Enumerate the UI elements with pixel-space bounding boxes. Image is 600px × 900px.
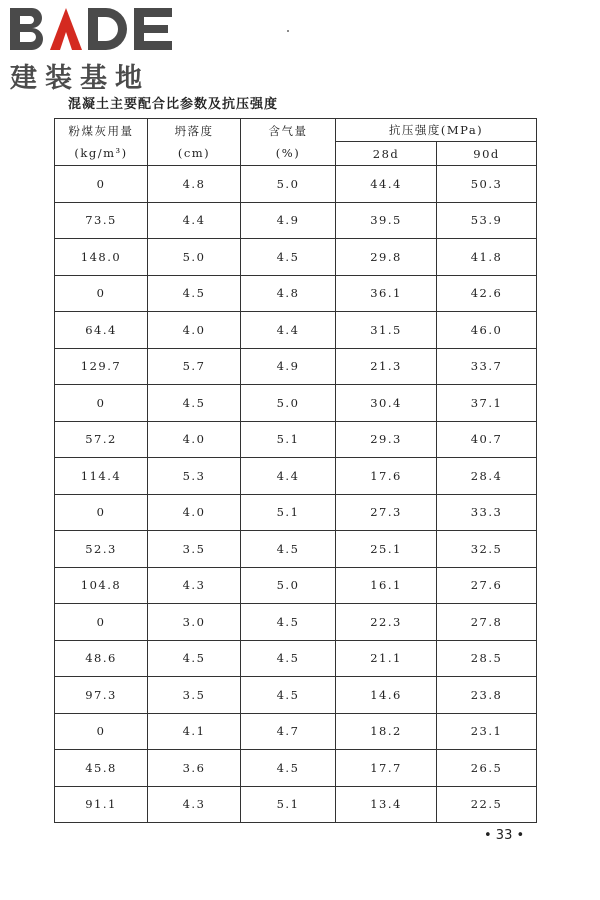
header-air-label: 含气量 [268, 124, 308, 138]
strength-90d-cell: 40.7 [437, 421, 537, 458]
strength-90d-cell: 50.3 [437, 166, 537, 203]
slump-cell: 4.1 [148, 713, 241, 750]
slump-cell: 4.4 [148, 202, 241, 239]
strength-28d-cell: 29.3 [336, 421, 437, 458]
slump-cell: 4.3 [148, 567, 241, 604]
strength-90d-cell: 23.1 [437, 713, 537, 750]
air-content-cell: 4.5 [241, 604, 336, 641]
air-content-cell: 5.0 [241, 166, 336, 203]
strength-28d-cell: 21.3 [336, 348, 437, 385]
table-row [55, 239, 537, 276]
mix-ratio-table [54, 118, 537, 823]
header-flyash-label: 粉煤灰用量 [68, 124, 134, 138]
table-row [55, 348, 537, 385]
page-number: • 33 • [484, 828, 525, 843]
table-row [55, 458, 537, 495]
air-content-cell: 4.4 [241, 312, 336, 349]
strength-28d-cell: 17.7 [336, 750, 437, 787]
strength-28d-cell: 13.4 [336, 786, 437, 823]
flyash-cell: 0 [55, 494, 148, 531]
air-content-cell: 4.5 [241, 677, 336, 714]
header-slump-unit: (cm) [177, 146, 211, 160]
air-content-cell: 4.7 [241, 713, 336, 750]
strength-90d-cell: 33.7 [437, 348, 537, 385]
flyash-cell: 0 [55, 166, 148, 203]
air-content-cell: 4.5 [241, 750, 336, 787]
strength-28d-cell: 44.4 [336, 166, 437, 203]
strength-28d-cell: 36.1 [336, 275, 437, 312]
table-row [55, 567, 537, 604]
strength-28d-cell: 27.3 [336, 494, 437, 531]
flyash-cell: 0 [55, 713, 148, 750]
slump-cell: 5.0 [148, 239, 241, 276]
table-row [55, 312, 537, 349]
header-slump [148, 119, 241, 166]
table-row [55, 604, 537, 641]
air-content-cell: 5.1 [241, 786, 336, 823]
strength-28d-cell: 31.5 [336, 312, 437, 349]
flyash-cell: 129.7 [55, 348, 148, 385]
slump-cell: 3.6 [148, 750, 241, 787]
strength-90d-cell: 22.5 [437, 786, 537, 823]
bade-logo-graphic [8, 4, 178, 52]
strength-28d-cell: 39.5 [336, 202, 437, 239]
strength-28d-cell: 18.2 [336, 713, 437, 750]
air-content-cell: 4.4 [241, 458, 336, 495]
strength-90d-cell: 42.6 [437, 275, 537, 312]
air-content-cell: 4.5 [241, 531, 336, 568]
strength-90d-cell: 27.8 [437, 604, 537, 641]
slump-cell: 4.0 [148, 494, 241, 531]
slump-cell: 4.0 [148, 312, 241, 349]
flyash-cell: 0 [55, 385, 148, 422]
strength-28d-cell: 25.1 [336, 531, 437, 568]
table-row [55, 750, 537, 787]
strength-90d-cell: 41.8 [437, 239, 537, 276]
strength-90d-cell: 46.0 [437, 312, 537, 349]
speck [287, 30, 289, 32]
flyash-cell: 73.5 [55, 202, 148, 239]
flyash-cell: 64.4 [55, 312, 148, 349]
flyash-cell: 45.8 [55, 750, 148, 787]
slump-cell: 5.7 [148, 348, 241, 385]
flyash-cell: 114.4 [55, 458, 148, 495]
flyash-cell: 104.8 [55, 567, 148, 604]
flyash-cell: 48.6 [55, 640, 148, 677]
slump-cell: 3.5 [148, 531, 241, 568]
strength-28d-cell: 17.6 [336, 458, 437, 495]
logo-subtitle: 建装基地 [10, 63, 150, 94]
table-row [55, 713, 537, 750]
strength-28d-cell: 14.6 [336, 677, 437, 714]
air-content-cell: 5.1 [241, 494, 336, 531]
strength-90d-cell: 28.5 [437, 640, 537, 677]
header-28d: 28d [336, 142, 437, 166]
slump-cell: 4.5 [148, 275, 241, 312]
air-content-cell: 5.0 [241, 385, 336, 422]
slump-cell: 4.5 [148, 385, 241, 422]
slump-cell: 4.5 [148, 640, 241, 677]
header-air-unit: (%) [275, 146, 301, 160]
header-flyash [55, 119, 148, 166]
flyash-cell: 0 [55, 604, 148, 641]
flyash-cell: 57.2 [55, 421, 148, 458]
header-90d: 90d [437, 142, 537, 166]
strength-28d-cell: 29.8 [336, 239, 437, 276]
air-content-cell: 4.5 [241, 239, 336, 276]
slump-cell: 3.0 [148, 604, 241, 641]
slump-cell: 5.3 [148, 458, 241, 495]
strength-90d-cell: 32.5 [437, 531, 537, 568]
flyash-cell: 52.3 [55, 531, 148, 568]
table-row [55, 421, 537, 458]
air-content-cell: 4.9 [241, 202, 336, 239]
header-flyash-unit: (kg/m³) [74, 146, 128, 160]
table-row [55, 275, 537, 312]
strength-90d-cell: 37.1 [437, 385, 537, 422]
header-air [241, 119, 336, 166]
strength-28d-cell: 30.4 [336, 385, 437, 422]
slump-cell: 4.8 [148, 166, 241, 203]
table-row [55, 640, 537, 677]
header-slump-label: 坍落度 [174, 124, 214, 138]
table-body [55, 166, 537, 823]
strength-90d-cell: 23.8 [437, 677, 537, 714]
table-row [55, 531, 537, 568]
header-strength: 抗压强度(MPa) [336, 119, 537, 142]
strength-28d-cell: 16.1 [336, 567, 437, 604]
strength-90d-cell: 26.5 [437, 750, 537, 787]
flyash-cell: 91.1 [55, 786, 148, 823]
flyash-cell: 148.0 [55, 239, 148, 276]
air-content-cell: 4.9 [241, 348, 336, 385]
table-row [55, 677, 537, 714]
strength-90d-cell: 28.4 [437, 458, 537, 495]
table-row [55, 494, 537, 531]
strength-90d-cell: 53.9 [437, 202, 537, 239]
air-content-cell: 4.8 [241, 275, 336, 312]
air-content-cell: 4.5 [241, 640, 336, 677]
strength-90d-cell: 27.6 [437, 567, 537, 604]
brand-logo [8, 4, 178, 94]
air-content-cell: 5.0 [241, 567, 336, 604]
slump-cell: 3.5 [148, 677, 241, 714]
slump-cell: 4.3 [148, 786, 241, 823]
slump-cell: 4.0 [148, 421, 241, 458]
table-row [55, 166, 537, 203]
flyash-cell: 0 [55, 275, 148, 312]
table-row [55, 786, 537, 823]
table-row [55, 202, 537, 239]
strength-90d-cell: 33.3 [437, 494, 537, 531]
table-row [55, 385, 537, 422]
strength-28d-cell: 21.1 [336, 640, 437, 677]
flyash-cell: 97.3 [55, 677, 148, 714]
table-caption: 混凝土主要配合比参数及抗压强度 [68, 97, 279, 112]
air-content-cell: 5.1 [241, 421, 336, 458]
strength-28d-cell: 22.3 [336, 604, 437, 641]
